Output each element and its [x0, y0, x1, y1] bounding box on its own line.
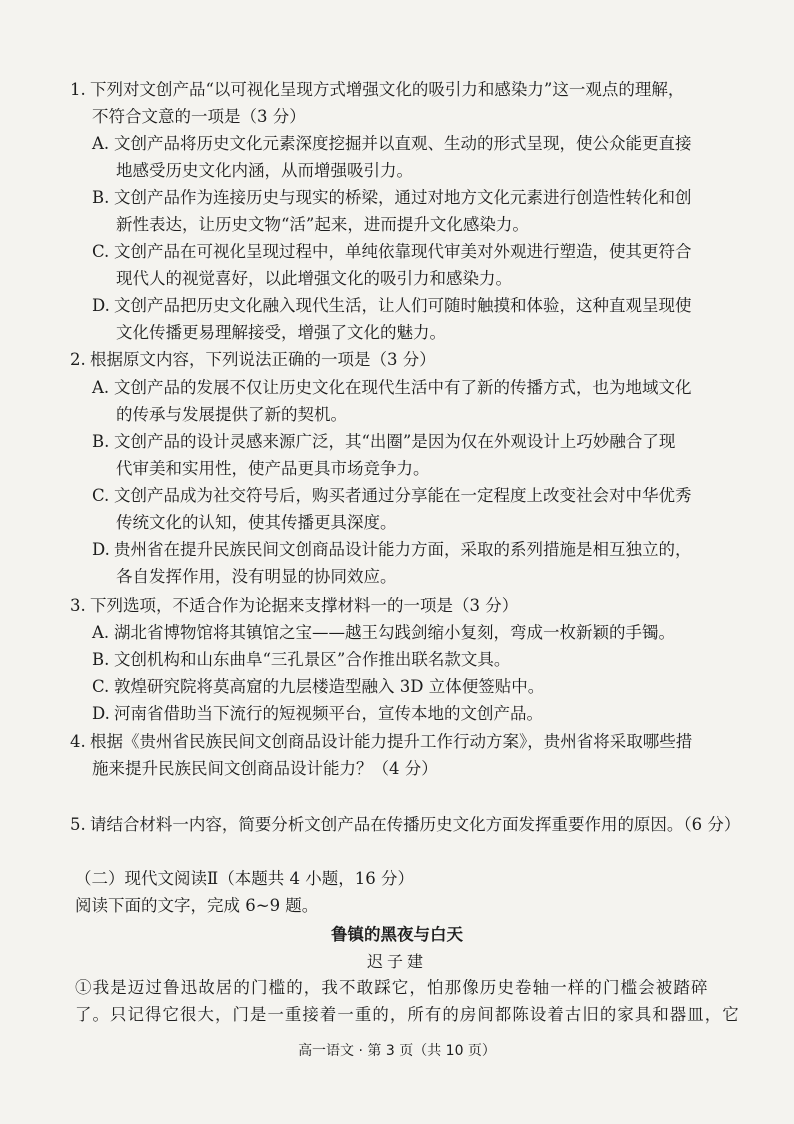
question-3-stem: 3. 下列选项，不适合作为论据来支撑材料一的一项是（3 分） [70, 596, 519, 615]
question-1-option-b-cont: 新性表达，让历史文物“活”起来，进而提升文化感染力。 [116, 215, 529, 234]
question-1-option-d: D. 文创产品把历史文化融入现代生活，让人们可随时触摸和体验，这种直观呈现使 [92, 296, 692, 315]
question-2-option-b: B. 文创产品的设计灵感来源广泛，其“出圈”是因为仅在外观设计上巧妙融合了现 [92, 432, 676, 451]
question-4-stem-cont: 施来提升民族民间文创商品设计能力？（4 分） [92, 759, 438, 778]
question-2-option-b-cont: 代审美和实用性，使产品更具市场竞争力。 [116, 459, 430, 478]
article-title: 鲁镇的黑夜与白天 [331, 925, 463, 944]
question-3-option-c: C. 敦煌研究院将莫高窟的九层楼造型融入 3D 立体便签贴中。 [92, 677, 545, 696]
question-3-option-a: A. 湖北省博物馆将其镇馆之宝——越王勾践剑缩小复刻，弯成一枚新颖的手镯。 [92, 623, 675, 642]
article-paragraph-line-2: 了。只记得它很大，门是一重接着一重的，所有的房间都陈设着古旧的家具和器皿，它 [75, 1005, 740, 1024]
question-2-option-a: A. 文创产品的发展不仅让历史文化在现代生活中有了新的传播方式，也为地域文化 [92, 378, 692, 397]
page-footer: 高一语文 · 第 3 页（共 10 页） [298, 1043, 496, 1059]
question-2-option-c: C. 文创产品成为社交符号后，购买者通过分享能在一定程度上改变社会对中华优秀 [92, 486, 692, 505]
question-1-stem: 1. 下列对文创产品“以可视化呈现方式增强文化的吸引力和感染力”这一观点的理解， [70, 80, 685, 99]
question-1-option-d-cont: 文化传播更易理解接受，增强了文化的魅力。 [116, 323, 446, 342]
question-1-option-c-cont: 现代人的视觉喜好，以此增强文化的吸引力和感染力。 [116, 269, 512, 288]
article-paragraph-line: ①我是迈过鲁迅故居的门槛的，我不敢踩它，怕那像历史卷轴一样的门槛会被踏碎 [75, 978, 709, 997]
question-4-stem: 4. 根据《贵州省民族民间文创商品设计能力提升工作行动方案》，贵州省将采取哪些措 [70, 732, 693, 751]
question-1-option-a-cont: 地感受历史文化内涵，从而增强吸引力。 [116, 161, 413, 180]
question-2-option-d: D. 贵州省在提升民族民间文创商品设计能力方面，采取的系列措施是相互独立的， [92, 540, 692, 559]
question-1-option-a: A. 文创产品将历史文化元素深度挖掘并以直观、生动的形式呈现，使公众能更直接 [92, 134, 692, 153]
question-1-stem-cont: 不符合文意的一项是（3 分） [92, 107, 306, 126]
question-2-stem: 2. 根据原文内容，下列说法正确的一项是（3 分） [70, 350, 436, 369]
section-instruction: 阅读下面的文字，完成 6~9 题。 [75, 896, 319, 915]
question-2-option-a-cont: 的传承与发展提供了新的契机。 [116, 405, 347, 424]
question-3-option-b: B. 文创机构和山东曲阜“三孔景区”合作推出联名款文具。 [92, 650, 511, 669]
article-author: 迟子建 [366, 952, 427, 971]
question-2-option-d-cont: 各自发挥作用，没有明显的协同效应。 [116, 567, 397, 586]
question-1-option-c: C. 文创产品在可视化呈现过程中，单纯依靠现代审美对外观进行塑造，使其更符合 [92, 242, 692, 261]
question-2-option-c-cont: 传统文化的认知，使其传播更具深度。 [116, 513, 397, 532]
question-5-stem: 5. 请结合材料一内容，简要分析文创产品在传播历史文化方面发挥重要作用的原因。（6 分） [70, 815, 741, 834]
question-1-option-b: B. 文创产品作为连接历史与现实的桥梁，通过对地方文化元素进行创造性转化和创 [92, 188, 692, 207]
question-3-option-d: D. 河南省借助当下流行的短视频平台，宣传本地的文创产品。 [92, 704, 543, 723]
section-heading: （二）现代文阅读Ⅱ（本题共 4 小题，16 分） [75, 869, 414, 888]
